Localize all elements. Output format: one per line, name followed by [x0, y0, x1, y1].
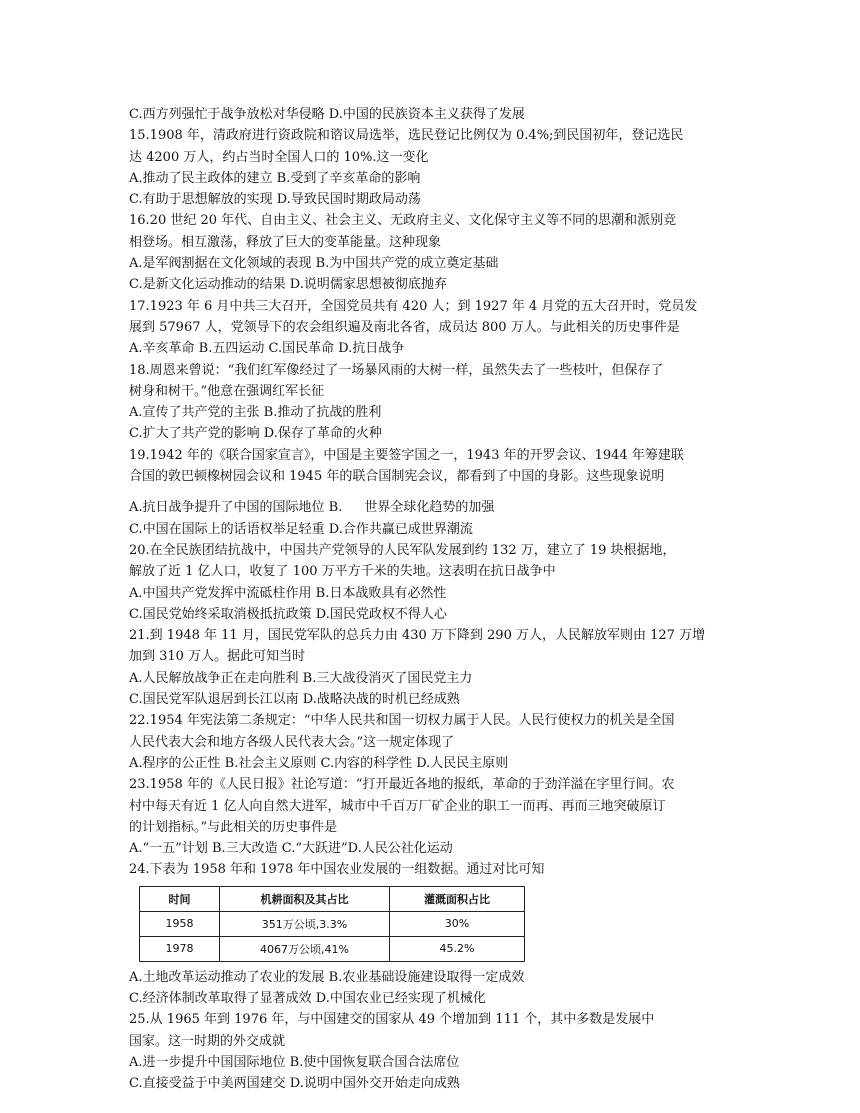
text-line: 达 4200 万人，约占当时全国人口的 10%.这一变化 — [129, 149, 429, 165]
table-row — [140, 911, 525, 936]
questions-24-to-25 — [129, 967, 739, 1095]
text-line: A.程序的公正性 B.社会主义原则 C.内容的科学性 D.人民民主原则 — [129, 755, 509, 771]
text-line: C.扩大了共产党的影响 D.保存了革命的火种 — [129, 426, 382, 442]
text-line: A.人民解放战争正在走向胜利 B.三大战役消灭了国民党主力 — [129, 670, 473, 686]
text-line: 19.1942 年的《联合国家宣言》，中国是主要签字国之一，1943 年的开罗会议、1944 年筹建联 — [129, 447, 684, 463]
text-line: A.是军阀割据在文化领域的表现 B.为中国共产党的成立奠定基础 — [129, 256, 499, 272]
text-line: 21.到 1948 年 11 月，国民党军队的总兵力由 430 万下降到 290 万人，人民解放军则由 127 万增 — [129, 628, 706, 644]
text-line: C.是新文化运动推动的结果 D.说明儒家思想被彻底抛弃 — [129, 277, 447, 293]
table-row — [140, 936, 525, 961]
text-line: 加到 310 万人。据此可知当时 — [129, 649, 306, 665]
table-cell: 351万公顷,3.3% — [220, 911, 390, 936]
text-line: C.中国在国际上的话语权举足轻重 D.合作共赢已成世界潮流 — [129, 521, 473, 537]
questions-14-to-19 — [129, 104, 739, 487]
text-line: A.推动了民主政体的建立 B.受到了辛亥革命的影响 — [129, 170, 421, 186]
text-line: A.宣传了共产党的主张 B.推动了抗战的胜利 — [129, 405, 382, 421]
text-line: 解放了近 1 亿人口，收复了 100 万平方千米的失地。这表明在抗日战争中 — [129, 564, 556, 580]
text-line: 24.下表为 1958 年和 1978 年中国农业发展的一组数据。通过对比可知 — [129, 862, 545, 878]
text-line: A.进一步提升中国国际地位 B.使中国恢复联合国合法席位 — [129, 1054, 460, 1070]
table-cell: 45.2% — [390, 936, 525, 961]
text-line: 22.1954 年宪法第二条规定：“中华人民共和国一切权力属于人民。人民行使权力的机关是全国 — [129, 713, 675, 729]
table-header: 机耕面积及其占比 — [220, 886, 390, 911]
text-line: A.中国共产党发挥中流砥柱作用 B.日本战败具有必然性 — [129, 585, 447, 601]
text-line: 25.从 1965 年到 1976 年，与中国建交的国家从 49 个增加到 111 个，其中多数是发展中 — [129, 1012, 655, 1028]
text-line: C.有助于思想解放的实现 D.导致民国时期政局动荡 — [129, 192, 421, 208]
text-line: 16.20 世纪 20 年代、自由主义、社会主义、无政府主义、文化保守主义等不同的思潮和派别竞 — [129, 213, 677, 229]
q19-option-a: A.抗日战争提升了中国的国际地位 B. — [129, 500, 343, 516]
text-line: 相登场。相互激荡，释放了巨大的变革能量。这种现象 — [129, 234, 442, 250]
text-line: C.国民党军队退居到长江以南 D.战略决战的时机已经成熟 — [129, 692, 460, 708]
questions-19-to-24 — [129, 519, 739, 881]
table-header-row — [140, 886, 525, 911]
text-line: C.国民党始终采取消极抵抗政策 D.国民党政权不得人心 — [129, 606, 447, 622]
text-line: 人民代表大会和地方各级人民代表大会。”这一规定体现了 — [129, 734, 455, 750]
text-line: 展到 57967 人，党领导下的农会组织遍及南北各省，成员达 800 万人。与此相关的历史事件是 — [129, 319, 680, 335]
text-line: 18.周恩来曾说：“我们红军像经过了一场暴风雨的大树一样，虽然失去了一些枝叶，但保存了 — [129, 362, 664, 378]
table-cell: 1958 — [140, 911, 220, 936]
text-line: C.西方列强忙于战争放松对华侵略 D.中国的民族资本主义获得了发展 — [129, 107, 525, 122]
table-header: 灌溉面积占比 — [390, 886, 525, 911]
agriculture-table — [139, 886, 525, 962]
text-line: C.直接受益于中美两国建交 D.说明中国外交开始走向成熟 — [129, 1076, 460, 1092]
text-line: A.辛亥革命 B.五四运动 C.国民革命 D.抗日战争 — [129, 341, 405, 357]
text-line: 17.1923 年 6 月中共三大召开，全国党员共有 420 人；到 1927 年 4 月党的五大召开时，党员发 — [129, 298, 698, 314]
spacer — [129, 487, 739, 497]
exam-page — [129, 104, 739, 1094]
table-header: 时间 — [140, 886, 220, 911]
q19-options-ab — [129, 497, 739, 518]
table-cell: 1978 — [140, 936, 220, 961]
text-line: 国家。这一时期的外交成就 — [129, 1033, 286, 1049]
text-line: 15.1908 年，清政府进行资政院和谘议局选举，选民登记比例仅为 0.4%;到民国初年，登记选民 — [129, 128, 684, 144]
text-line: C.经济体制改革取得了显著成效 D.中国农业已经实现了机械化 — [129, 990, 486, 1006]
q19-option-b: 世界全球化趋势的加强 — [364, 500, 495, 516]
table-cell: 4067万公顷,41% — [220, 936, 390, 961]
table-cell: 30% — [390, 911, 525, 936]
text-line: 的计划指标。”与此相关的历史事件是 — [129, 819, 338, 835]
text-line: 村中每天有近 1 亿人向自然大进军，城市中千百万厂矿企业的职工一而再、再而三地突破原订 — [129, 798, 666, 814]
text-line: A.土地改革运动推动了农业的发展 B.农业基础设施建设取得一定成效 — [129, 969, 525, 985]
text-line: 20.在全民族团结抗战中，中国共产党领导的人民军队发展到约 132 万，建立了 19 块根据地， — [129, 542, 676, 558]
text-line: 23.1958 年的《人民日报》社论写道：“打开最近各地的报纸，革命的于劲洋溢在字里行间。农 — [129, 777, 675, 793]
text-line: 树身和树干。”他意在强调红军长征 — [129, 383, 325, 399]
text-line: 合国的敦巴顿橡树园会议和 1945 年的联合国制宪会议，都看到了中国的身影。这些现象说明 — [129, 469, 665, 485]
text-line: A.“一五”计划 B.三大改造 C.“大跃进”D.人民公社化运动 — [129, 841, 453, 857]
